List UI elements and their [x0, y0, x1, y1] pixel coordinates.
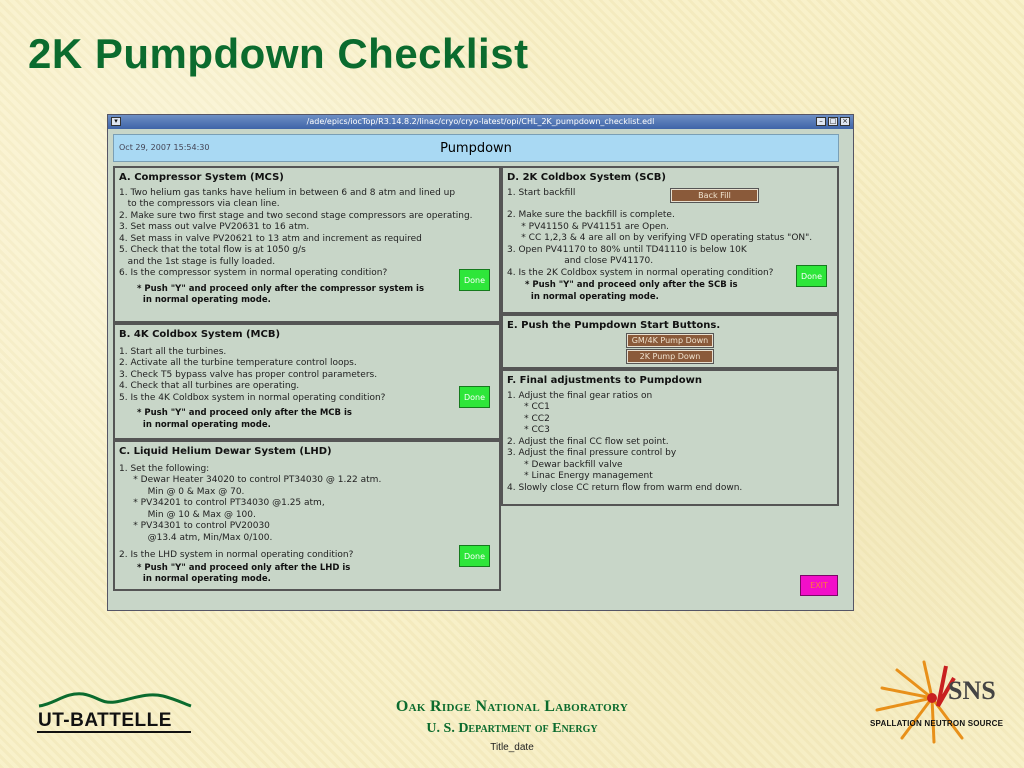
window-titlebar[interactable] — [108, 115, 853, 129]
panel-a-title: A. Compressor System (MCS) — [119, 172, 284, 183]
panel-a-line: 6. Is the compressor system in normal operating condition? — [119, 268, 388, 278]
panel-a-line: 3. Set mass out valve PV20631 to 16 atm. — [119, 222, 310, 232]
panel-c-note: in normal operating mode. — [137, 574, 271, 584]
panel-f-line: 4. Slowly close CC return flow from warm end down. — [507, 482, 743, 493]
panel-final-adjustments — [501, 369, 839, 506]
lhd-done-button[interactable]: Done — [459, 545, 490, 567]
panel-a-line: 4. Set mass in valve PV20621 to 13 atm and increment as required — [119, 233, 422, 244]
panel-a-note: * Push "Y" and proceed only after the compressor system is — [137, 283, 425, 294]
panel-pumpdown-start — [501, 314, 839, 369]
panel-c-line: * PV34201 to control PT34030 @1.25 atm, — [119, 498, 325, 508]
panel-a-line: and the 1st stage is fully loaded. — [119, 256, 276, 267]
panel-d-note: * Push "Y" and proceed only after the SCB is — [525, 280, 738, 290]
footer-org-line2: U. S. Department of Energy — [426, 721, 598, 736]
panel-d-line: 3. Open PV41170 to 80% until TD41110 is below 10K — [507, 244, 747, 255]
panel-b-note: in normal operating mode. — [137, 419, 271, 430]
sns-logo-text: SNS — [948, 676, 996, 705]
panel-f-line: * CC1 — [507, 402, 550, 412]
panel-c-line: 2. Is the LHD system in normal operating condition? — [119, 550, 354, 560]
panel-f-line: * CC2 — [507, 413, 550, 424]
panel-c-line: Min @ 10 & Max @ 100. — [119, 509, 256, 520]
panel-d-line: 1. Start backfill — [507, 187, 576, 198]
panel-b-note: * Push "Y" and proceed only after the MCB is — [137, 408, 352, 418]
panel-c-line: @13.4 atm, Min/Max 0/100. — [119, 532, 273, 543]
panel-c-line: * PV34301 to control PV20030 — [119, 521, 270, 531]
panel-d-line: and close PV41170. — [507, 256, 654, 266]
gm4k-pump-down-button[interactable]: GM/4K Pump Down — [627, 334, 713, 347]
panel-b-line: 1. Start all the turbines. — [119, 346, 227, 357]
panel-b-line: 3. Check T5 bypass valve has proper control parameters. — [119, 369, 378, 380]
header-bar — [113, 134, 839, 162]
panel-f-title: F. Final adjustments to Pumpdown — [507, 375, 702, 386]
exit-button[interactable]: EXIT — [800, 575, 838, 596]
2k-pump-down-button[interactable]: 2K Pump Down — [627, 350, 713, 363]
panel-a-note: in normal operating mode. — [137, 295, 271, 305]
panel-d-line: 4. Is the 2K Coldbox system in normal operating condition? — [507, 267, 774, 278]
close-icon[interactable]: × — [840, 117, 850, 126]
back-fill-button[interactable]: Back Fill — [671, 189, 758, 202]
panel-liquid-helium-dewar-system — [113, 440, 501, 591]
panel-compressor-system — [113, 166, 501, 323]
panel-b-line: 4. Check that all turbines are operating. — [119, 381, 300, 391]
slide-title: 2K Pumpdown Checklist — [28, 30, 529, 77]
panel-a-line: 5. Check that the total flow is at 1050 g/s — [119, 245, 306, 255]
minimize-icon[interactable]: – — [816, 117, 826, 126]
panel-d-line: * CC 1,2,3 & 4 are all on by verifying VFD operating status "ON". — [507, 233, 813, 243]
panel-4k-coldbox-system — [113, 323, 501, 440]
panel-f-line: * CC3 — [507, 425, 550, 435]
2k-coldbox-done-button[interactable]: Done — [796, 265, 827, 287]
panel-c-line: * Dewar Heater 34020 to control PT34030 @ 1.22 atm. — [119, 475, 382, 485]
panel-d-line: 2. Make sure the backfill is complete. — [507, 210, 675, 220]
panel-d-note: in normal operating mode. — [525, 291, 659, 302]
maximize-icon[interactable]: □ — [829, 117, 837, 125]
ut-battelle-text: UT-BATTELLE — [38, 710, 172, 731]
panel-f-line: 2. Adjust the final CC flow set point. — [507, 436, 669, 447]
panel-c-line: Min @ 0 & Max @ 70. — [119, 486, 245, 497]
panel-c-title: C. Liquid Helium Dewar System (LHD) — [119, 446, 332, 457]
panel-c-line: 1. Set the following: — [119, 463, 210, 474]
panel-a-line: 1. Two helium gas tanks have helium in between 6 and 8 atm and lined up — [119, 187, 456, 198]
panel-b-title: B. 4K Coldbox System (MCB) — [119, 329, 281, 340]
panel-e-title: E. Push the Pumpdown Start Buttons. — [507, 320, 721, 331]
panel-2k-coldbox-system — [501, 166, 839, 314]
compressor-done-button[interactable]: Done — [459, 269, 490, 291]
sns-logo-subtext: SPALLATION NEUTRON SOURCE — [870, 719, 1004, 728]
panel-d-line: * PV41150 & PV41151 are Open. — [507, 221, 670, 232]
panel-d-title: D. 2K Coldbox System (SCB) — [507, 172, 666, 183]
checklist-window — [107, 114, 854, 611]
footer-org-line1: Oak Ridge National Laboratory — [395, 698, 629, 715]
panel-f-line: * Dewar backfill valve — [507, 459, 623, 470]
panel-b-line: 2. Activate all the turbine temperature control loops. — [119, 358, 357, 368]
footer-date: Title_date — [490, 742, 534, 753]
panel-b-line: 5. Is the 4K Coldbox system in normal operating condition? — [119, 392, 386, 403]
panel-a-line: 2. Make sure two first stage and two second stage compressors are operating. — [119, 210, 473, 221]
panel-c-note: * Push "Y" and proceed only after the LHD is — [137, 562, 351, 573]
panel-f-line: * Linac Energy management — [507, 471, 653, 481]
header-date: Oct 29, 2007 15:54:30 — [119, 143, 210, 152]
4k-coldbox-done-button[interactable]: Done — [459, 386, 490, 408]
panel-f-line: 3. Adjust the final pressure control by — [507, 448, 677, 458]
header-title: Pumpdown — [440, 141, 512, 156]
panel-f-line: 1. Adjust the final gear ratios on — [507, 390, 653, 401]
window-menu-icon[interactable]: ▾ — [111, 117, 121, 126]
window-title: /ade/epics/iocTop/R3.14.8.2/linac/cryo/cryo-latest/opi/CHL_2K_pumpdown_checklist.edl — [306, 117, 655, 126]
panel-a-line: to the compressors via clean line. — [119, 199, 280, 209]
